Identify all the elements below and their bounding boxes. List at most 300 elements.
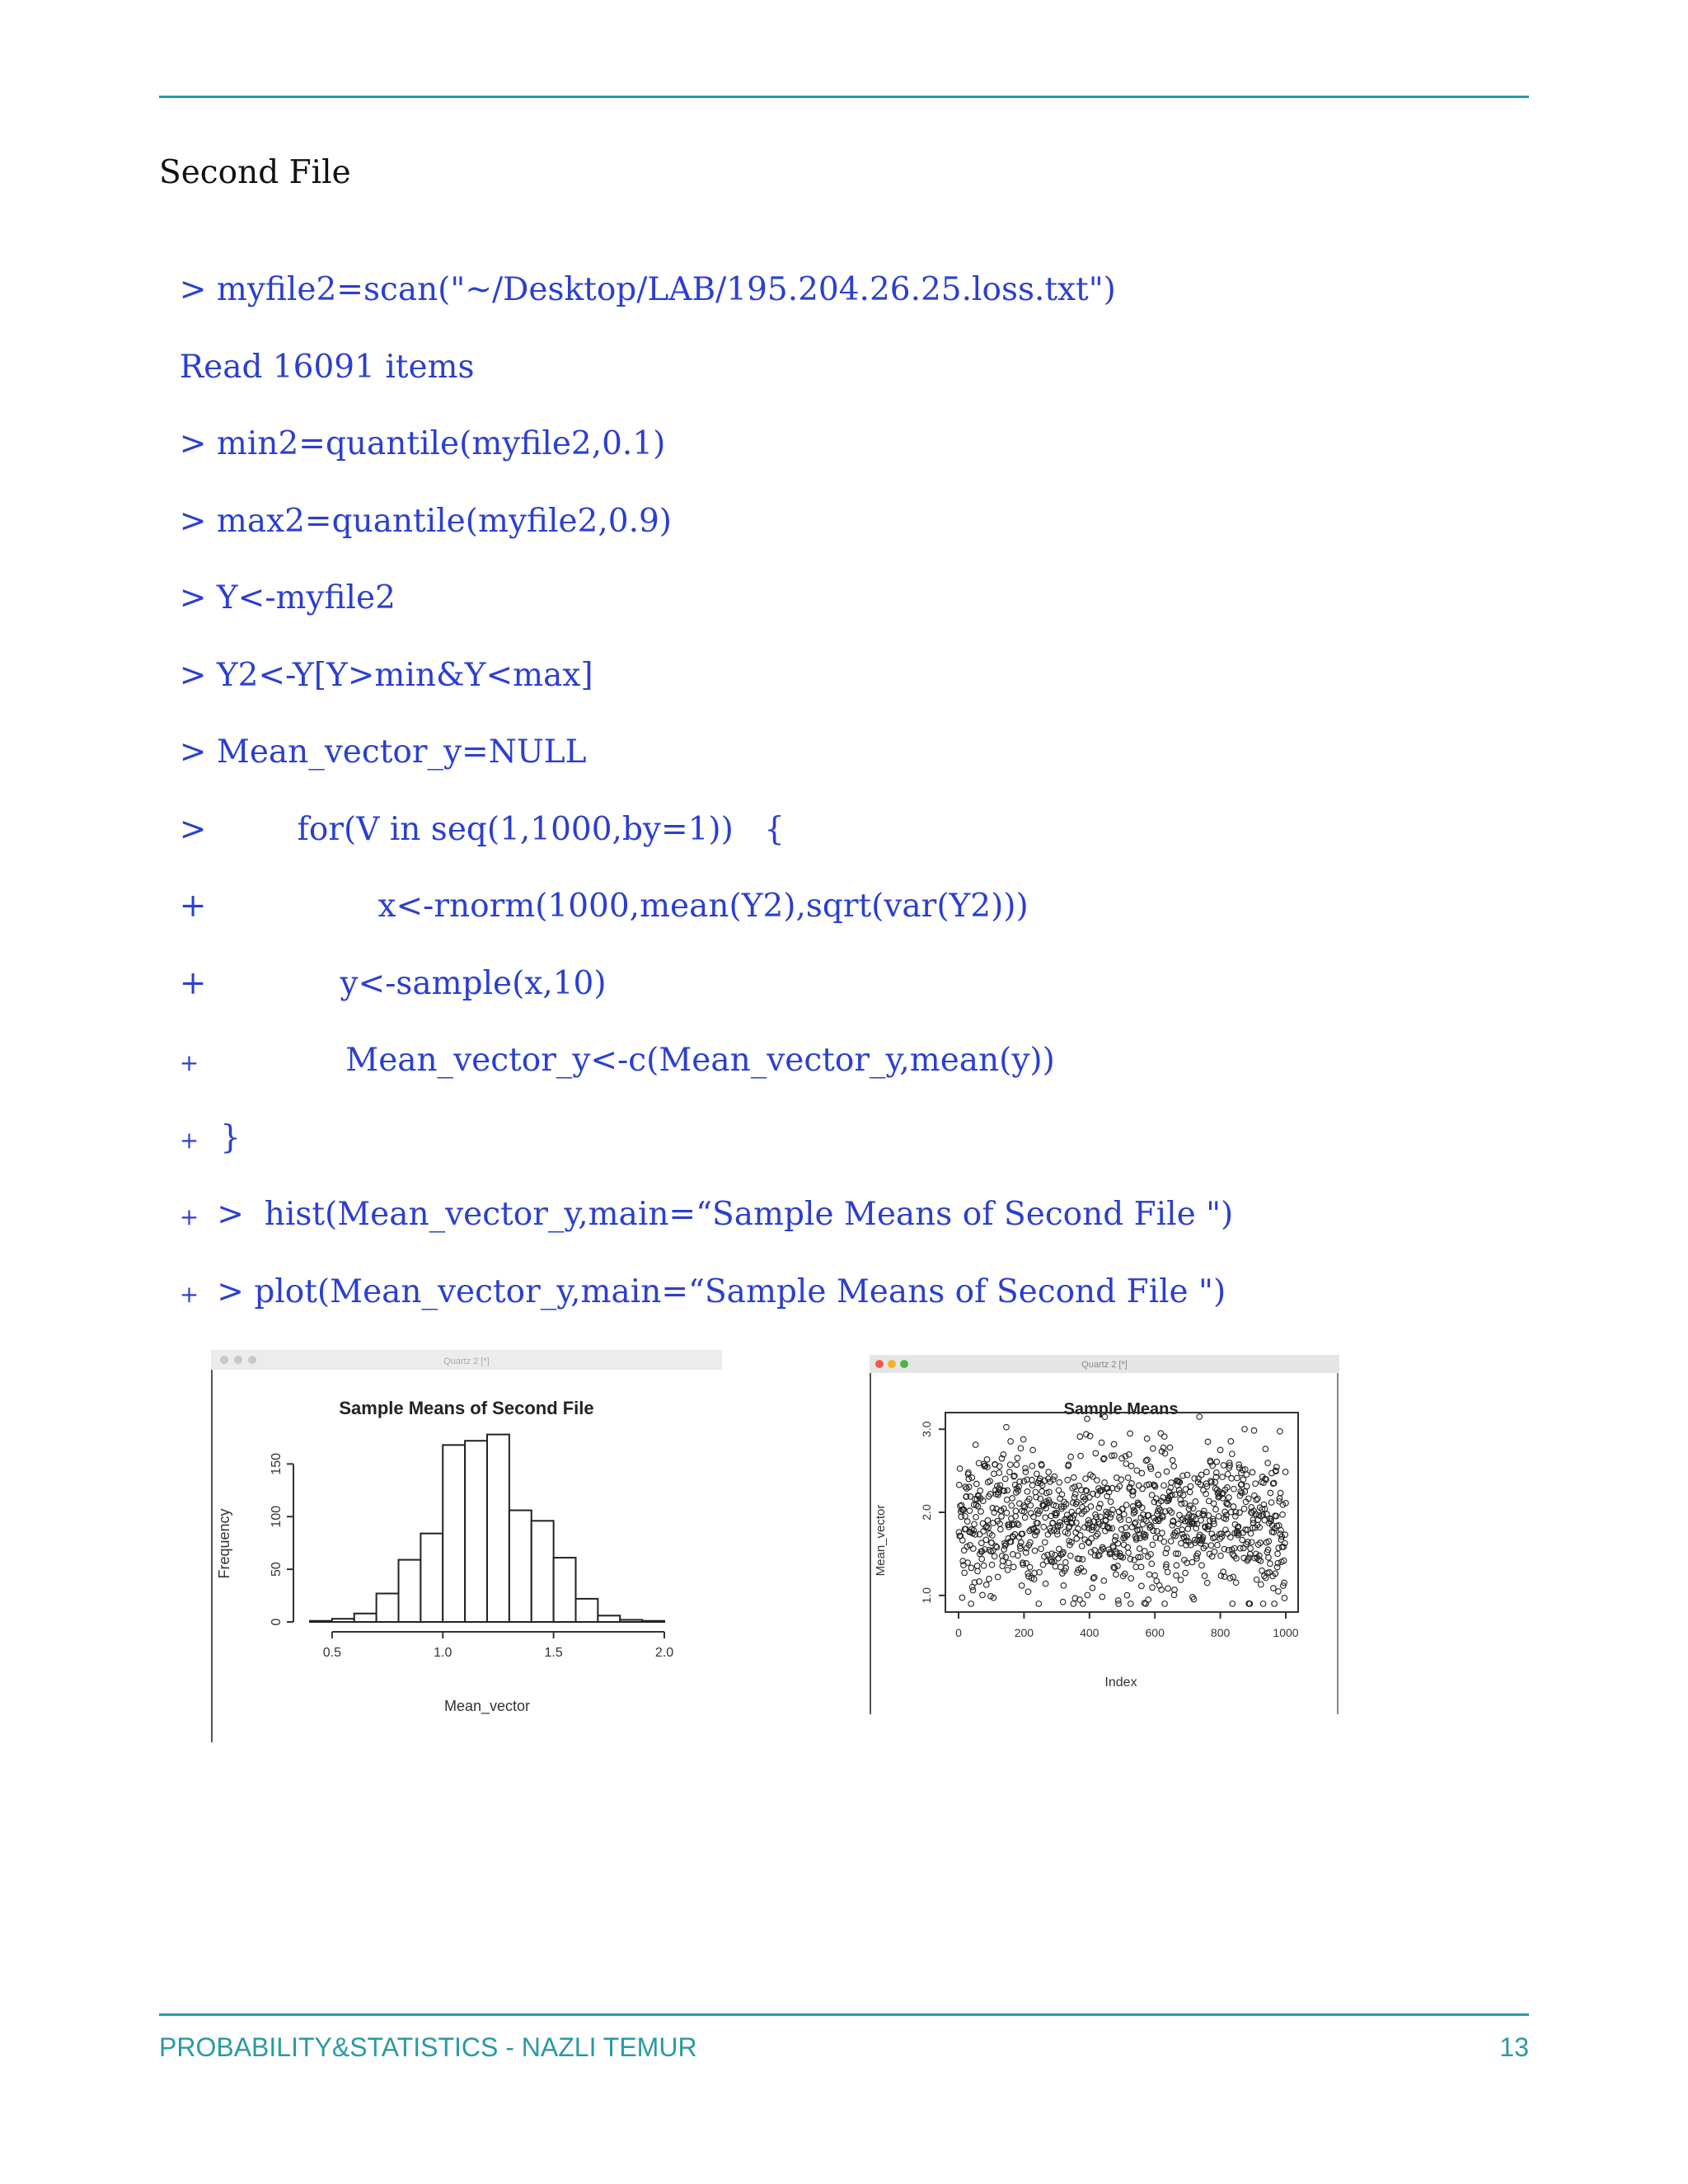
histogram-chart [211,1350,722,1742]
histogram-bar [310,1621,332,1622]
scatter-point [1136,1483,1142,1488]
scatter-point [1114,1572,1119,1577]
scatter-point [1196,1476,1202,1482]
scatter-point [1276,1589,1282,1595]
scatter-point [1218,1553,1224,1558]
scatter-point [1125,1475,1131,1481]
scatter-point [959,1595,965,1601]
scatter-point [1004,1424,1010,1430]
scatter-point [970,1587,976,1593]
scatter-point [1010,1496,1015,1502]
scatter-point [956,1482,962,1488]
scatter-point [1212,1535,1218,1540]
code-line [159,308,475,387]
scatter-point [1004,1510,1010,1516]
scatter-point [1174,1563,1179,1568]
scatter-point [1198,1517,1204,1523]
scatter-point [1162,1601,1168,1607]
histogram-bar [465,1441,487,1622]
scatter-point [1242,1427,1248,1432]
code-prompt: > [179,657,207,694]
window-zoom-dot[interactable] [900,1360,908,1368]
scatter-point [1123,1461,1129,1467]
code-prompt: > [179,579,207,616]
scatter-point [959,1538,965,1544]
scatter-point [1259,1582,1264,1587]
scatter-point [1077,1434,1083,1440]
x-tick-label: 0.5 [322,1646,341,1660]
scatter-point [1013,1508,1019,1514]
window-minimize-dot[interactable] [888,1360,896,1368]
scatter-point [987,1577,992,1582]
scatter-point [1081,1568,1087,1574]
scatter-point [1171,1592,1177,1598]
footer-title: PROBABILITY&STATISTICS - NAZLI TEMUR [159,2032,697,2062]
scatter-point [1237,1510,1243,1516]
scatter-point [1240,1545,1246,1551]
code-text: > plot(Mean_vector_y,main=“Sample Means of Second File ") [217,1273,1226,1310]
scatter-point [1197,1414,1203,1420]
scatter-point [1088,1504,1094,1510]
scatter-point [1247,1551,1253,1557]
scatter-point [1235,1475,1240,1481]
scatter-point [1220,1474,1226,1480]
scatter-point [1101,1578,1107,1584]
scatter-point [995,1574,1001,1580]
scatter-point [1128,1431,1133,1436]
scatter-point [965,1560,971,1566]
scatter-point [1028,1502,1034,1508]
scatter-point [1204,1580,1210,1586]
scatter-point [1254,1577,1259,1582]
scatter-point [1156,1472,1161,1478]
scatter-point [1098,1502,1104,1507]
scatter-point [1008,1439,1014,1445]
scatter-point [1161,1539,1167,1544]
scatter-point [989,1562,995,1568]
code-prompt: + [179,888,207,925]
scatter-point [1231,1504,1236,1510]
scatter-point [1248,1530,1254,1536]
x-tick-label: 0 [955,1626,962,1639]
x-tick-label: 2.0 [654,1646,674,1660]
scatter-point [1096,1505,1102,1511]
scatter-point [1214,1459,1220,1465]
scatter-point [1057,1479,1062,1485]
scatter-point [1036,1601,1042,1607]
scatter-point [1178,1577,1184,1583]
histogram-bar [443,1445,465,1622]
scatter-point [1095,1478,1100,1483]
scatter-point [1253,1481,1259,1487]
scatter-point [998,1526,1004,1532]
code-prompt: > [179,425,207,462]
scatter-point [969,1475,975,1481]
scatter-point [1165,1569,1170,1575]
code-line [159,1001,1055,1083]
code-line [159,616,593,696]
scatter-point [1152,1572,1158,1578]
scatter-point [1230,1451,1236,1457]
scatter-point [1259,1568,1265,1573]
scatter-point [1130,1504,1136,1510]
code-prompt: + [179,1203,199,1230]
scatter-point [1229,1475,1235,1481]
scatter-point [1188,1483,1193,1489]
scatter-point [1009,1502,1015,1508]
scatter-point [1099,1440,1104,1446]
window-title: Quartz 2 [*] [1081,1360,1128,1370]
scatter-point [976,1460,982,1466]
scatter-point [1226,1495,1232,1501]
scatter-point [1015,1553,1021,1558]
scatter-point [996,1470,1002,1476]
scatter-point [1029,1463,1035,1469]
scatter-point [1115,1540,1121,1546]
scatter-point [1211,1501,1217,1507]
code-line [159,1155,1233,1237]
scatter-point [1022,1515,1028,1521]
scatter-point [1215,1542,1221,1548]
scatter-point [1128,1463,1134,1469]
scatter-point [1150,1542,1156,1548]
scatter-point [1085,1592,1090,1598]
scatter-point [1158,1431,1164,1436]
histogram-bar [642,1621,664,1622]
scatter-point [1045,1532,1051,1538]
scatter-point [1275,1560,1281,1566]
scatter-point [1233,1580,1239,1586]
scatter-point [1102,1480,1108,1486]
x-tick-label: 200 [1014,1626,1034,1639]
scatter-point [973,1442,978,1448]
scatter-point [1061,1583,1067,1589]
scatter-point [1139,1583,1145,1589]
code-text: Y2<-Y[Y>min&Y<max] [216,657,593,694]
scatter-point [1179,1517,1184,1523]
scatter-point [1019,1583,1025,1589]
x-tick-label: 800 [1210,1626,1231,1639]
scatter-point [1068,1454,1074,1460]
code-text: } [220,1119,241,1156]
code-text: > hist(Mean_vector_y,main=“Sample Means of Second File ") [217,1196,1234,1233]
scatter-point [1204,1469,1210,1475]
scatter-point [1248,1546,1254,1552]
scatter-ylabel: Mean_vector [874,1504,888,1577]
scatter-point [1122,1511,1128,1517]
scatter-point [1241,1506,1247,1511]
scatter-point [1100,1594,1105,1600]
scatter-point [1244,1483,1250,1489]
scatter-point [1202,1573,1207,1579]
scatter-point [1039,1546,1044,1552]
code-text: max2=quantile(myfile2,0.9) [216,503,673,540]
code-line [159,1079,241,1160]
scatter-point [1217,1447,1223,1453]
scatter-point [1146,1597,1151,1603]
scatter-point [1055,1531,1061,1537]
scatter-point [1144,1436,1150,1441]
code-line [159,925,607,1004]
window-title: Quartz 2 [*] [443,1357,490,1366]
histogram-bars [310,1435,664,1622]
code-text: Y<-myfile2 [216,579,396,616]
histogram-bar [576,1599,598,1622]
scatter-points [956,1414,1288,1606]
scatter-point [1230,1601,1236,1607]
scatter-point [1010,1564,1016,1570]
scatter-point [968,1565,974,1571]
scatter-point [1124,1592,1130,1598]
scatter-point [1043,1515,1048,1521]
scatter-xlabel: Index [1104,1675,1137,1690]
scatter-point [999,1514,1005,1520]
scatter-point [1125,1544,1131,1550]
scatter-point [980,1592,986,1598]
scatter-point [1250,1469,1255,1475]
scatter-point [972,1521,978,1527]
scatter-point [1268,1500,1274,1506]
scatter-point [1108,1499,1114,1505]
scatter-point [1216,1514,1221,1520]
scatter-point [1000,1563,1006,1569]
scatter-point [1000,1554,1006,1559]
scatter-point [1171,1464,1177,1469]
code-prompt: > [179,811,207,848]
code-text: Read 16091 items [179,349,475,386]
code-prompt: + [179,1049,199,1076]
code-text: for(V in seq(1,1000,by=1)) { [297,811,785,848]
scatter-point [1244,1472,1250,1478]
x-tick-label: 1.0 [434,1646,452,1660]
scatter-point [979,1556,985,1562]
scatter-point [978,1488,983,1493]
code-prompt: + [179,1281,199,1308]
scatter-point [1169,1480,1175,1486]
top-rule [159,96,1529,98]
window-minimize-dot [234,1356,242,1364]
scatter-point [973,1515,979,1521]
code-text: Mean_vector_y<-c(Mean_vector_y,mean(y)) [345,1042,1055,1079]
y-tick-label: 3.0 [920,1421,933,1437]
histogram-bar [399,1560,421,1622]
y-tick-label: 50 [270,1562,284,1577]
scatter-point [1065,1477,1071,1483]
scatter-point [1111,1441,1117,1447]
scatter-point [1132,1558,1137,1563]
scatter-point [1268,1561,1273,1567]
scatter-point [1014,1462,1020,1468]
scatter-point [968,1601,974,1607]
scatter-point [1081,1601,1086,1607]
scatter-point [983,1582,989,1588]
code-text: myfile2=scan("~/Desktop/LAB/195.204.26.25.loss.txt") [216,271,1116,308]
scatter-point [1083,1476,1089,1482]
y-tick-label: 150 [270,1452,284,1475]
scatter-point [1118,1477,1124,1483]
code-prompt: + [179,1127,199,1154]
histogram-bar [532,1521,554,1622]
scatter-point [1213,1507,1219,1512]
scatter-point [1003,1554,1009,1560]
scatter-point [1000,1558,1006,1564]
scatter-point [1116,1601,1122,1607]
scatter-point [1025,1489,1030,1495]
scatter-point [1072,1492,1078,1497]
scatter-point [975,1568,981,1574]
scatter-point [1266,1555,1272,1561]
code-line [159,771,785,850]
scatter-point [1060,1599,1066,1605]
scatter-point [1221,1463,1226,1469]
scatter-point [1282,1469,1288,1475]
scatter-point [1138,1564,1144,1570]
scatter-point [1168,1539,1174,1544]
scatter-point [1043,1581,1048,1586]
scatter-point [1137,1546,1142,1552]
scatter-point [961,1548,967,1554]
histogram-bar [554,1558,576,1622]
histogram-bar [598,1615,620,1622]
scatter-point [1164,1469,1170,1474]
scatter-point [1231,1486,1237,1492]
scatter-point [1199,1563,1205,1568]
scatter-point [1146,1572,1152,1577]
histogram-title: Sample Means of Second File [339,1398,594,1418]
code-prompt: + [179,965,207,1002]
scatter-point [1222,1509,1228,1515]
scatter-point [1151,1446,1156,1451]
scatter-point [1128,1601,1134,1607]
x-tick-label: 1.5 [544,1646,563,1660]
scatter-point [985,1518,991,1524]
scatter-point [1020,1436,1026,1442]
scatter-point [1067,1553,1073,1558]
code-line [159,231,1116,310]
histogram-ylabel: Frequency [216,1508,232,1579]
scatter-point [974,1481,980,1487]
scatter-point [981,1563,987,1568]
scatter-point [1002,1476,1008,1482]
y-tick-label: 2.0 [920,1504,933,1521]
scatter-point [962,1570,968,1576]
scatter-point [1027,1564,1033,1570]
x-tick-label: 600 [1145,1626,1165,1639]
scatter-point [1193,1499,1198,1505]
code-line [159,385,665,464]
scatter-point [1063,1559,1069,1565]
y-tick-label: 100 [270,1505,284,1528]
scatter-point [957,1466,963,1472]
x-tick-label: 400 [1080,1626,1100,1639]
scatter-point [983,1537,989,1543]
scatter-point [1278,1490,1283,1496]
scatter-point [978,1509,984,1515]
scatter-point [1160,1530,1165,1536]
scatter-point [1030,1447,1036,1453]
window-close-dot[interactable] [875,1360,884,1368]
scatter-point [1221,1574,1227,1580]
code-line [159,462,672,541]
scatter-point [1018,1446,1024,1451]
scatter-point [1268,1490,1273,1496]
scatter-point [1149,1561,1155,1567]
scatter-point [1043,1540,1048,1545]
scatter-point [1001,1547,1007,1553]
scatter-point [1093,1451,1099,1456]
scatter-point [1113,1534,1118,1540]
page-number: 13 [1499,2032,1529,2062]
code-prompt: > [179,271,207,308]
scatter-point [1126,1550,1132,1556]
scatter-point [1165,1586,1171,1591]
scatter-point [1203,1491,1209,1497]
scatter-chart [870,1355,1339,1714]
y-tick-label: 0 [270,1618,284,1626]
scatter-point [1205,1439,1211,1445]
histogram-bar [420,1534,443,1622]
scatter-point [1034,1471,1040,1477]
histogram-bar [377,1594,399,1623]
code-line [159,847,1029,926]
scatter-point [1013,1514,1019,1520]
scatter-point [1278,1428,1283,1434]
code-prompt: > [179,503,207,540]
scatter-point [1007,1469,1013,1475]
scatter-point [1139,1470,1145,1476]
scatter-point [1212,1549,1217,1555]
scatter-point [1228,1439,1234,1445]
scatter-point [974,1563,980,1569]
scatter-point [1182,1501,1188,1507]
scatter-point [1077,1533,1083,1539]
scatter-point [1198,1472,1204,1478]
scatter-point [1078,1453,1084,1459]
scatter-point [1260,1601,1266,1607]
code-prompt: > [179,733,207,771]
scatter-point [1019,1540,1025,1545]
scatter-point [1161,1483,1167,1488]
histogram-xlabel: Mean_vector [443,1698,531,1714]
code-text: y<-sample(x,10) [340,965,607,1002]
x-tick-label: 1000 [1273,1626,1299,1639]
scatter-point [1142,1549,1148,1554]
y-tick-label: 1.0 [920,1587,933,1604]
scatter-point [1041,1524,1047,1530]
scatter-point [1071,1601,1076,1607]
scatter-point [1015,1455,1020,1461]
code-text: Mean_vector_y=NULL [216,733,587,771]
scatter-point [1170,1458,1175,1464]
code-line [159,693,587,772]
histogram-window [211,1350,722,1742]
bottom-rule [159,2013,1529,2016]
scatter-point [1025,1589,1031,1595]
scatter-point [1271,1586,1277,1591]
scatter-point [1090,1585,1095,1591]
scatter-point [992,1471,997,1477]
scatter-point [1189,1559,1195,1565]
scatter-point [1272,1601,1278,1607]
code-line [159,1233,1226,1315]
scatter-point [1240,1477,1246,1483]
scatter-point [1074,1499,1080,1505]
scatter-point [1150,1585,1156,1591]
code-text: x<-rnorm(1000,mean(Y2),sqrt(var(Y2))) [377,888,1029,925]
scatter-point [1183,1570,1189,1576]
code-line [159,539,396,618]
code-text: min2=quantile(myfile2,0.1) [216,425,666,462]
